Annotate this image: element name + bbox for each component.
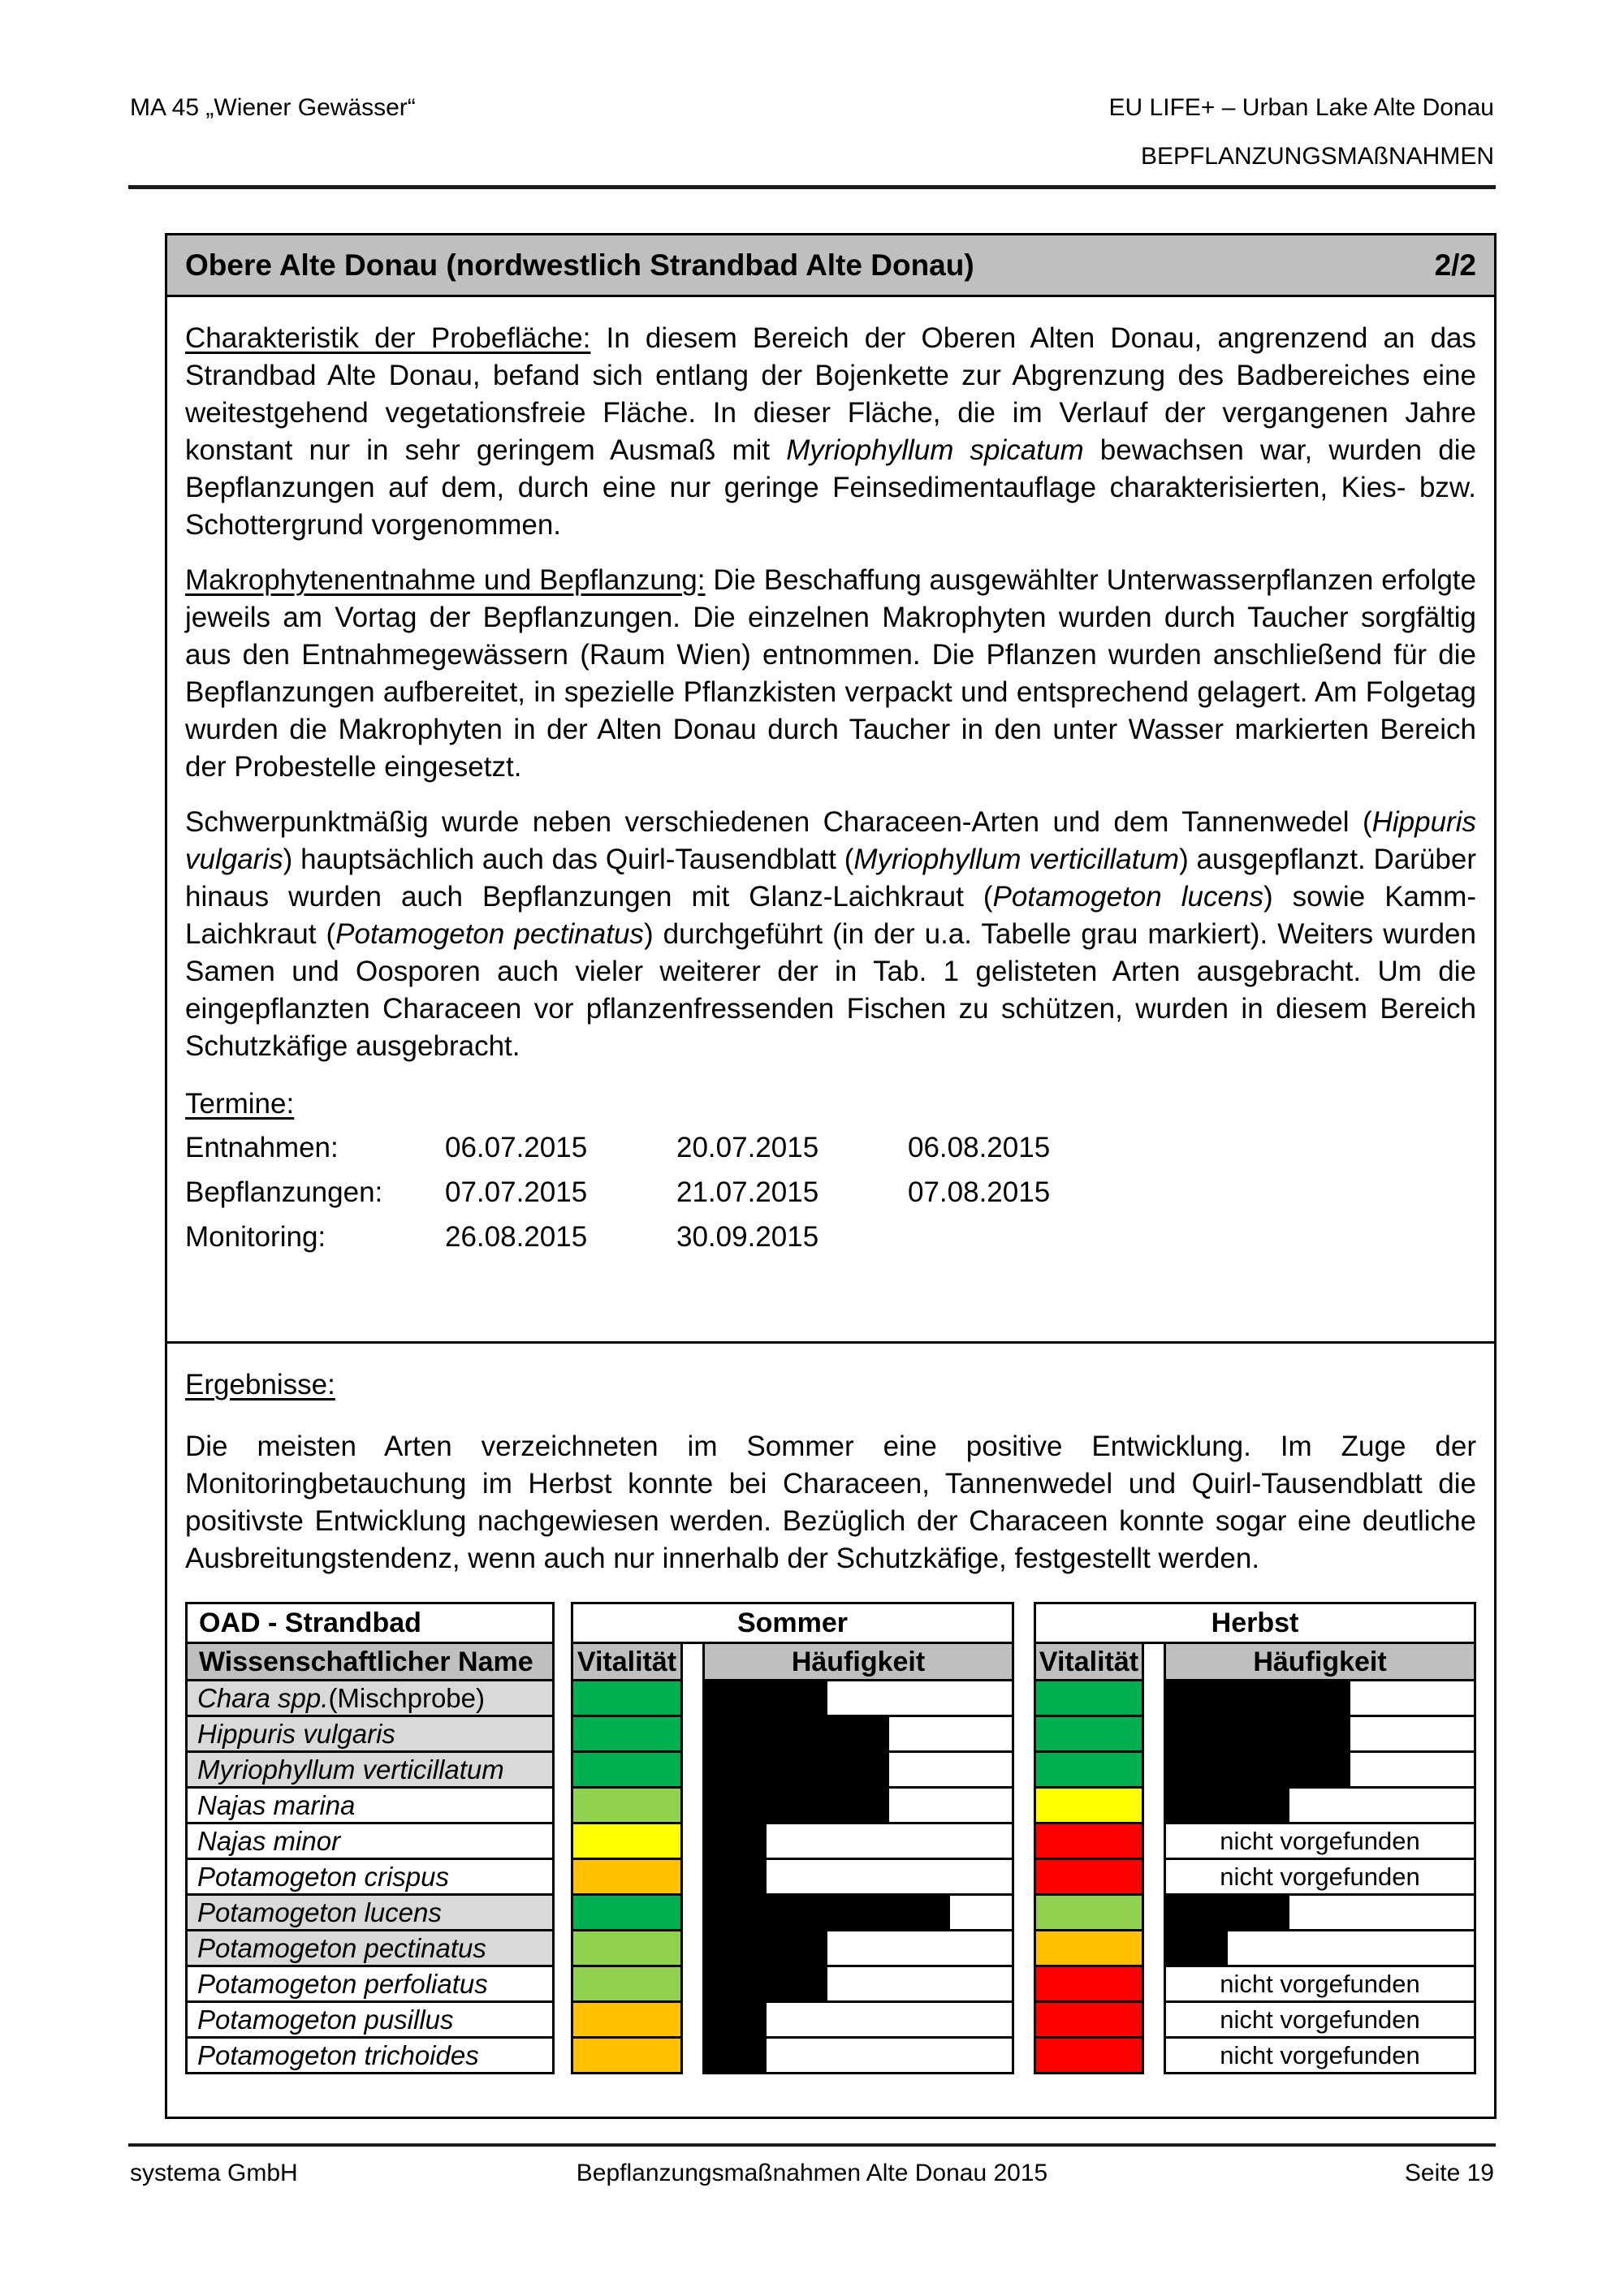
frequency-bar (1166, 1789, 1289, 1822)
termine-heading: Termine: (185, 1088, 295, 1120)
season-header-herbst: Herbst (1034, 1602, 1476, 1644)
frequency-not-found-cell: nicht vorgefunden (1164, 1967, 1476, 2003)
section-title-bar (167, 235, 1494, 297)
frequency-not-found-cell: nicht vorgefunden (1164, 2039, 1476, 2074)
header-right-line1: EU LIFE+ – Urban Lake Alte Donau (1108, 94, 1494, 121)
header-left-text: MA 45 „Wiener Gewässer“ (130, 94, 416, 121)
frequency-cell-sommer (702, 1681, 1014, 1717)
footer-page-number: Seite 19 (1404, 2160, 1494, 2186)
frequency-cell-sommer (702, 1753, 1014, 1789)
termine-date (908, 1215, 1139, 1259)
species-name-cell (185, 1717, 555, 1753)
vitality-cell-sommer (571, 1824, 683, 1860)
vitality-cell-sommer (571, 1896, 683, 1931)
frequency-bar (705, 1967, 827, 2000)
frequency-cell-sommer (702, 2039, 1014, 2074)
species-scientific-name: Potamogeton pusillus (197, 2004, 454, 2035)
species-scientific-name: Najas marina (197, 1789, 356, 1820)
vitality-cell-herbst (1034, 1753, 1144, 1789)
species-scientific-name: Potamogeton trichoides (197, 2039, 479, 2070)
frequency-cell-sommer (702, 1967, 1014, 2003)
frequency-cell-herbst (1164, 1753, 1476, 1789)
species-name-cell (185, 2039, 555, 2074)
species-scientific-name: Potamogeton perfoliatus (197, 1968, 488, 1999)
paragraph-results: Die meisten Arten verzeichneten im Sommer eine positive Entwicklung. Im Zuge der Monitoringbetauchung im Herbst konnte bei Characeen, Tannenwedel und Quirl-Tausendblatt die positivste Entwicklung nachgewiesen werden. Bezüglich der Characeen konnte sogar eine deutliche Ausbreitungstendenz, wenn auch nur innerhalb der Schutzkäfige, festgestellt werden. (185, 1431, 1476, 1574)
species-name-inline: Myriophyllum verticillatum (853, 844, 1180, 875)
species-scientific-name: Myriophyllum verticillatum (197, 1754, 504, 1785)
page-indicator: 2/2 (1434, 248, 1476, 282)
termine-label: Entnahmen: (185, 1132, 339, 1163)
species-name-cell (185, 1681, 555, 1717)
vitality-cell-sommer (571, 1681, 683, 1717)
vitality-cell-herbst (1034, 1896, 1144, 1931)
termine-row-monitoring (185, 1215, 1476, 1259)
frequency-cell-sommer (702, 1789, 1014, 1824)
results-heading: Ergebnisse: (185, 1369, 335, 1400)
frequency-cell-herbst (1164, 1896, 1476, 1931)
vitality-cell-sommer (571, 2003, 683, 2039)
paragraph-heading: Charakteristik der Probefläche: (185, 322, 591, 354)
section-body (167, 297, 1494, 1259)
column-header-frequency-herbst: Häufigkeit (1164, 1644, 1476, 1681)
table-title-cell: OAD - Strandbad (185, 1602, 555, 1644)
termine-date: 06.07.2015 (445, 1132, 588, 1163)
frequency-bar (705, 1860, 767, 1893)
termine-date: 26.08.2015 (445, 1221, 588, 1253)
vitality-cell-sommer (571, 1860, 683, 1896)
frequency-cell-sommer (702, 1717, 1014, 1753)
frequency-bar (705, 1931, 827, 1965)
paragraph-characteristics: Charakteristik der Probefläche: In diesem Bereich der Oberen Alten Donau, angrenzend an das Strandbad Alte Donau, befand sich entlang der Bojenkette zur Abgrenzung des Badbereiches eine weitestgehend vegetationsfreie Fläche. In dieser Fläche, die im Verlauf der vergangenen Jahre konstant nur in sehr geringem Ausmaß mit Myriophyllum spicatum bewachsen war, wurden die Bepflanzungen auf dem, durch eine nur geringe Feinsedimentauflage charakterisierten, Kies- bzw. Schottergrund vorgenommen. (185, 322, 1477, 541)
termine-date: 20.07.2015 (676, 1132, 819, 1163)
frequency-bar (705, 1681, 827, 1715)
species-scientific-name: Hippuris vulgaris (197, 1718, 395, 1749)
frequency-bar (705, 1824, 767, 1858)
species-name-inline: Potamogeton lucens (992, 881, 1263, 913)
header-divider (128, 185, 1496, 189)
footer-company: systema GmbH (130, 2160, 298, 2186)
species-name-cell (185, 1896, 555, 1931)
vitality-cell-sommer (571, 1789, 683, 1824)
frequency-bar (1166, 1717, 1350, 1750)
termine-date: 07.08.2015 (908, 1176, 1051, 1208)
species-table (185, 1602, 1476, 2074)
frequency-cell-herbst (1164, 1681, 1476, 1717)
vitality-cell-herbst (1034, 1824, 1144, 1860)
frequency-cell-sommer (702, 1824, 1014, 1860)
termine-date: 21.07.2015 (676, 1176, 819, 1208)
vitality-cell-herbst (1034, 1967, 1144, 2003)
frequency-not-found-cell: nicht vorgefunden (1164, 1860, 1476, 1896)
paragraph-makrophyten: Makrophytenentnahme und Bepflanzung: Die Beschaffung ausgewählter Unterwasserpflanzen erfolgte jeweils am Vortag der Bepflanzungen. Die einzelnen Makrophyten wurden durch Taucher sorgfältig aus den Entnahmegewässern (Raum Wien) entnommen. Die Pflanzen wurden anschließend für die Bepflanzungen aufbereitet, in spezielle Pflanzkisten verpackt und entsprechend gelagert. Am Folgetag wurden die Makrophyten in der Alten Donau durch Taucher in den unter Wasser markierten Bereich der Probestelle eingesetzt. (185, 564, 1476, 783)
frequency-cell-herbst (1164, 1717, 1476, 1753)
termine-row-bepflanzungen (185, 1170, 1476, 1215)
termine-date: 30.09.2015 (676, 1221, 819, 1253)
frequency-cell-sommer (702, 2003, 1014, 2039)
species-name-cell (185, 1967, 555, 2003)
frequency-bar (1166, 1753, 1350, 1786)
species-name-cell (185, 1860, 555, 1896)
frequency-not-found-cell: nicht vorgefunden (1164, 2003, 1476, 2039)
termine-label: Monitoring: (185, 1221, 326, 1253)
vitality-cell-herbst (1034, 2003, 1144, 2039)
vitality-cell-sommer (571, 1753, 683, 1789)
season-header-sommer: Sommer (571, 1602, 1014, 1644)
termine-date: 06.08.2015 (908, 1132, 1051, 1163)
frequency-not-found-cell: nicht vorgefunden (1164, 1824, 1476, 1860)
frequency-bar (1166, 1681, 1350, 1715)
species-name-inline: Myriophyllum spicatum (786, 434, 1084, 466)
footer-divider (128, 2143, 1496, 2147)
species-name-cell (185, 2003, 555, 2039)
species-scientific-name: Najas minor (197, 1825, 341, 1856)
vitality-cell-herbst (1034, 1931, 1144, 1967)
species-scientific-name: Potamogeton pectinatus (197, 1932, 486, 1963)
vitality-cell-herbst (1034, 1681, 1144, 1717)
vitality-cell-sommer (571, 1717, 683, 1753)
termine-label: Bepflanzungen: (185, 1176, 383, 1208)
main-content (165, 233, 1497, 2119)
species-name-note: (Mischprobe) (328, 1682, 485, 1713)
column-header-frequency-sommer: Häufigkeit (702, 1644, 1014, 1681)
frequency-cell-sommer (702, 1896, 1014, 1931)
results-heading-row (185, 1366, 1476, 1404)
termine-section (185, 1083, 1476, 1259)
vitality-cell-sommer (571, 1967, 683, 2003)
paragraph-heading: Makrophytenentnahme und Bepflanzung: (185, 564, 706, 596)
frequency-bar (705, 2003, 767, 2036)
page-header (130, 94, 1494, 170)
column-header-vitality-herbst: Vitalität (1034, 1644, 1144, 1681)
frequency-cell-sommer (702, 1931, 1014, 1967)
termine-date: 07.07.2015 (445, 1176, 588, 1208)
vitality-cell-sommer (571, 2039, 683, 2074)
paragraph-schwerpunkt: Schwerpunktmäßig wurde neben verschiedenen Characeen-Arten und dem Tannenwedel (Hippuris vulgaris) hauptsächlich auch das Quirl-Tausendblatt (Myriophyllum verticillatum) ausgepflanzt. Darüber hinaus wurden auch Bepflanzungen mit Glanz-Laichkraut (Potamogeton lucens) sowie Kamm-Laichkraut (Potamogeton pectinatus) durchgeführt (in der u.a. Tabelle grau markiert). Weiters wurden Samen und Oosporen auch vieler weiterer der in Tab. 1 gelisteten Arten ausgebracht. Um die eingepflanzten Characeen vor pflanzenfressenden Fischen zu schützen, wurden in diesem Bereich Schutzkäfige ausgebracht. (185, 806, 1476, 1062)
species-scientific-name: Potamogeton crispus (197, 1861, 450, 1892)
species-scientific-name: Potamogeton lucens (197, 1897, 442, 1927)
vitality-cell-herbst (1034, 1860, 1144, 1896)
frequency-cell-herbst (1164, 1789, 1476, 1824)
section-title: Obere Alte Donau (nordwestlich Strandbad Alte Donau) (185, 248, 974, 282)
vitality-cell-herbst (1034, 2039, 1144, 2074)
vitality-cell-herbst (1034, 1789, 1144, 1824)
frequency-bar (705, 1789, 889, 1822)
species-name-inline: Hippuris vulgaris (185, 806, 1476, 875)
species-scientific-name: Chara spp. (197, 1682, 329, 1713)
termine-row-entnahmen (185, 1125, 1476, 1170)
species-name-cell (185, 1931, 555, 1967)
frequency-cell-sommer (702, 1860, 1014, 1896)
header-right-block (1109, 94, 1494, 170)
frequency-bar (1166, 1896, 1289, 1929)
species-name-cell (185, 1753, 555, 1789)
frequency-bar (705, 1896, 950, 1929)
frequency-bar (705, 1717, 889, 1750)
column-header-name: Wissenschaftlicher Name (185, 1644, 555, 1681)
frequency-bar (1166, 1931, 1228, 1965)
footer-document-title: Bepflanzungsmaßnahmen Alte Donau 2015 (576, 2160, 1048, 2186)
species-name-inline: Potamogeton pectinatus (335, 918, 644, 950)
header-right-line2: BEPFLANZUNGSMAßNAHMEN (1140, 143, 1494, 170)
vitality-cell-herbst (1034, 1717, 1144, 1753)
section-results-box (165, 1341, 1497, 2119)
frequency-bar (705, 1753, 889, 1786)
section-characteristics-box (165, 233, 1497, 1344)
results-body (167, 1344, 1494, 2074)
frequency-bar (705, 2039, 767, 2072)
vitality-cell-sommer (571, 1931, 683, 1967)
column-header-vitality-sommer: Vitalität (571, 1644, 683, 1681)
frequency-cell-herbst (1164, 1931, 1476, 1967)
termine-heading-row (185, 1083, 1476, 1125)
species-name-cell (185, 1789, 555, 1824)
species-name-cell (185, 1824, 555, 1860)
